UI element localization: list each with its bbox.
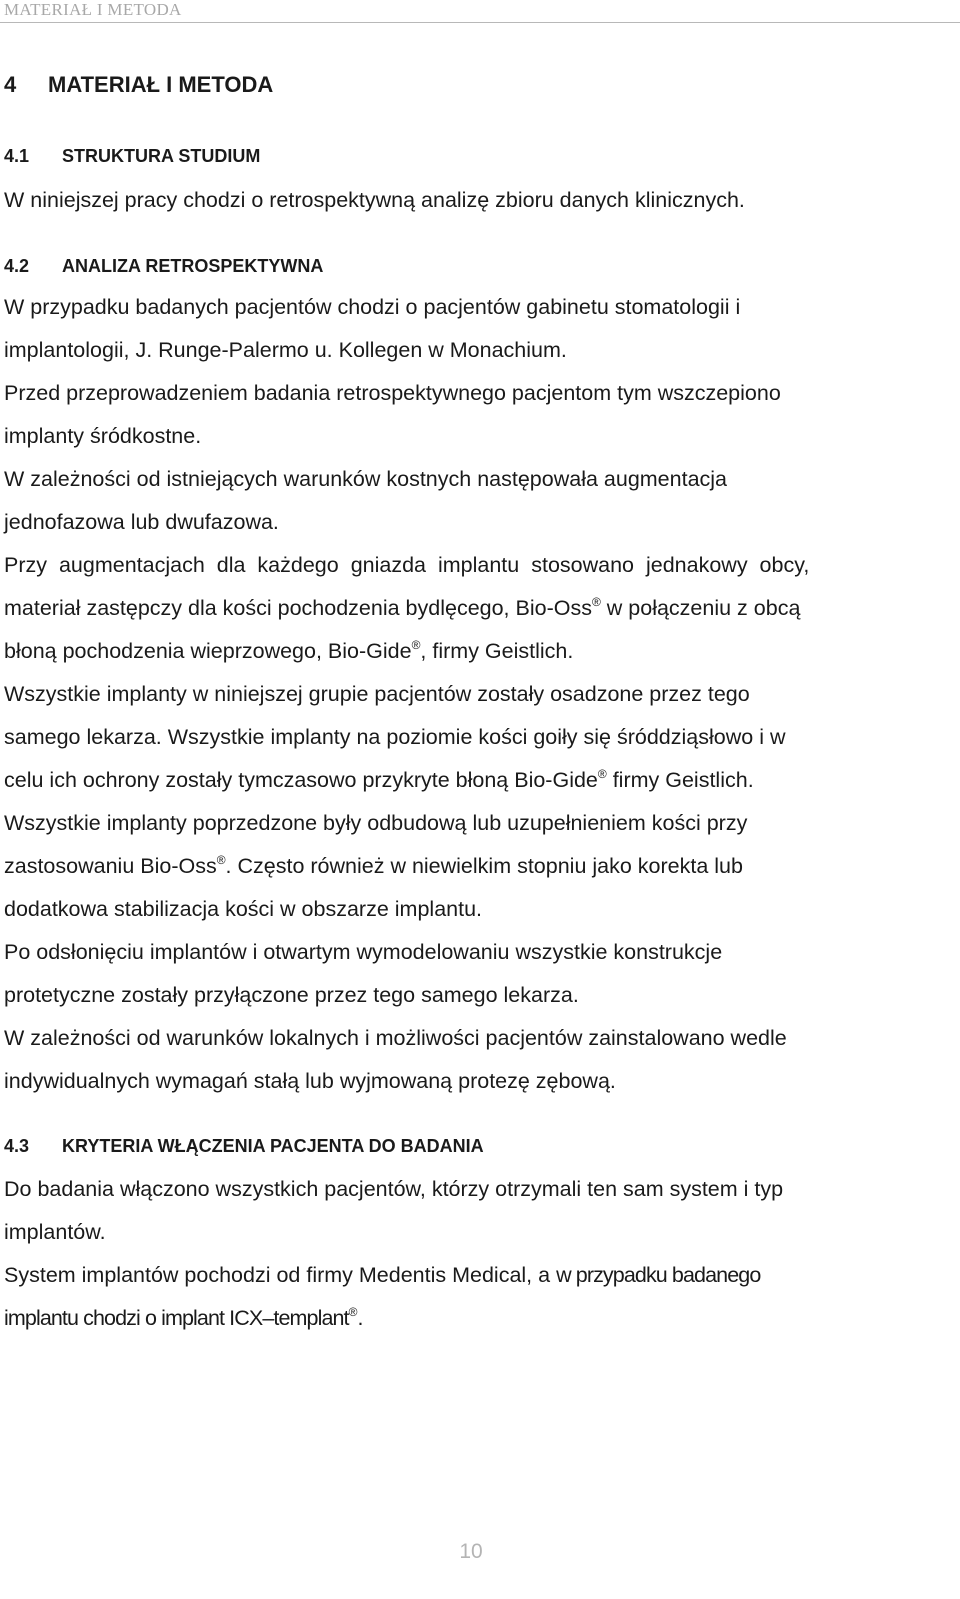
section-title: ANALIZA RETROSPEKTYWNA: [62, 256, 324, 276]
section-4-1-paragraph: W niniejszej pracy chodzi o retrospektywną analizę zbioru danych klinicznych.: [4, 188, 745, 212]
paragraph-procedure: Wszystkie implanty w niniejszej grupie pacjentów zostały osadzone przez tego samego lekarza. Wszystkie implanty na poziomie kości goiły się śróddziąsłowo i w celu ich ochrony zostały tymczasowo przykryte błoną Bio-Gide® firmy Geistlich. Wszystkie implanty poprzedzone były odbudową lub uzupełnieniem kości przy zastosowaniu Bio-Oss®. Często również w niewielkim stopniu jako korekta lub dodatkowa stabilizacja kości w obszarze implantu.: [4, 682, 786, 921]
running-header-title: MATERIAŁ I METODA: [4, 0, 182, 19]
paragraph-patients: W przypadku badanych pacjentów chodzi o pacjentów gabinetu stomatologii i implantologii, J. Runge-Palermo u. Kollegen w Monachium.: [4, 295, 741, 362]
paragraph-prosthetics: Po odsłonięciu implantów i otwartym wymodelowaniu wszystkie konstrukcje protetyczne zostały przyłączone przez tego samego lekarza.: [4, 940, 723, 1007]
running-header: [0, 0, 960, 23]
section-number: 4.1: [4, 146, 30, 166]
chapter-heading: [4, 72, 273, 98]
paragraph-implants: Przed przeprowadzeniem badania retrospektywnego pacjentom tym wszczepiono implanty śródkostne.: [4, 381, 781, 448]
registered-mark: ®: [597, 767, 607, 781]
section-number: 4.3: [4, 1136, 30, 1156]
section-heading-4-1: [4, 146, 260, 167]
paragraph-materials: Przy augmentacjach dla każdego gniazda implantu stosowano jednakowy obcy, materiał zastępczy dla kości pochodzenia bydlęcego, Bio-Oss® w połączeniu z obcą błoną pochodzenia wieprzowego, Bio-Gide®, firmy Geistlich.: [4, 553, 810, 663]
paragraph-implant-system: System implantów pochodzi od firmy Medentis Medical, a w przypadku badanego implantu chodzi o implant ICX–templant®.: [4, 1263, 761, 1330]
registered-mark: ®: [591, 595, 601, 609]
paragraph-inclusion: Do badania włączono wszystkich pacjentów, którzy otrzymali ten sam system i typ implantów.: [4, 1177, 784, 1244]
section-title: KRYTERIA WŁĄCZENIA PACJENTA DO BADANIA: [62, 1136, 484, 1156]
section-heading-4-2: [4, 256, 323, 277]
section-number: 4.2: [4, 256, 30, 276]
registered-mark: ®: [216, 853, 226, 867]
section-heading-4-3: [4, 1136, 484, 1157]
chapter-number: 4: [4, 72, 17, 97]
registered-mark: ®: [411, 638, 421, 652]
section-title: STRUKTURA STUDIUM: [62, 146, 261, 166]
page-number: 10: [459, 1540, 483, 1563]
registered-mark: ®: [348, 1305, 358, 1319]
paragraph-dentures: W zależności od warunków lokalnych i możliwości pacjentów zainstalowano wedle indywidualnych wymagań stałą lub wyjmowaną protezę zębową.: [4, 1026, 787, 1093]
paragraph-augmentation: W zależności od istniejących warunków kostnych następowała augmentacja jednofazowa lub dwufazowa.: [4, 467, 728, 534]
chapter-title: MATERIAŁ I METODA: [48, 72, 274, 97]
